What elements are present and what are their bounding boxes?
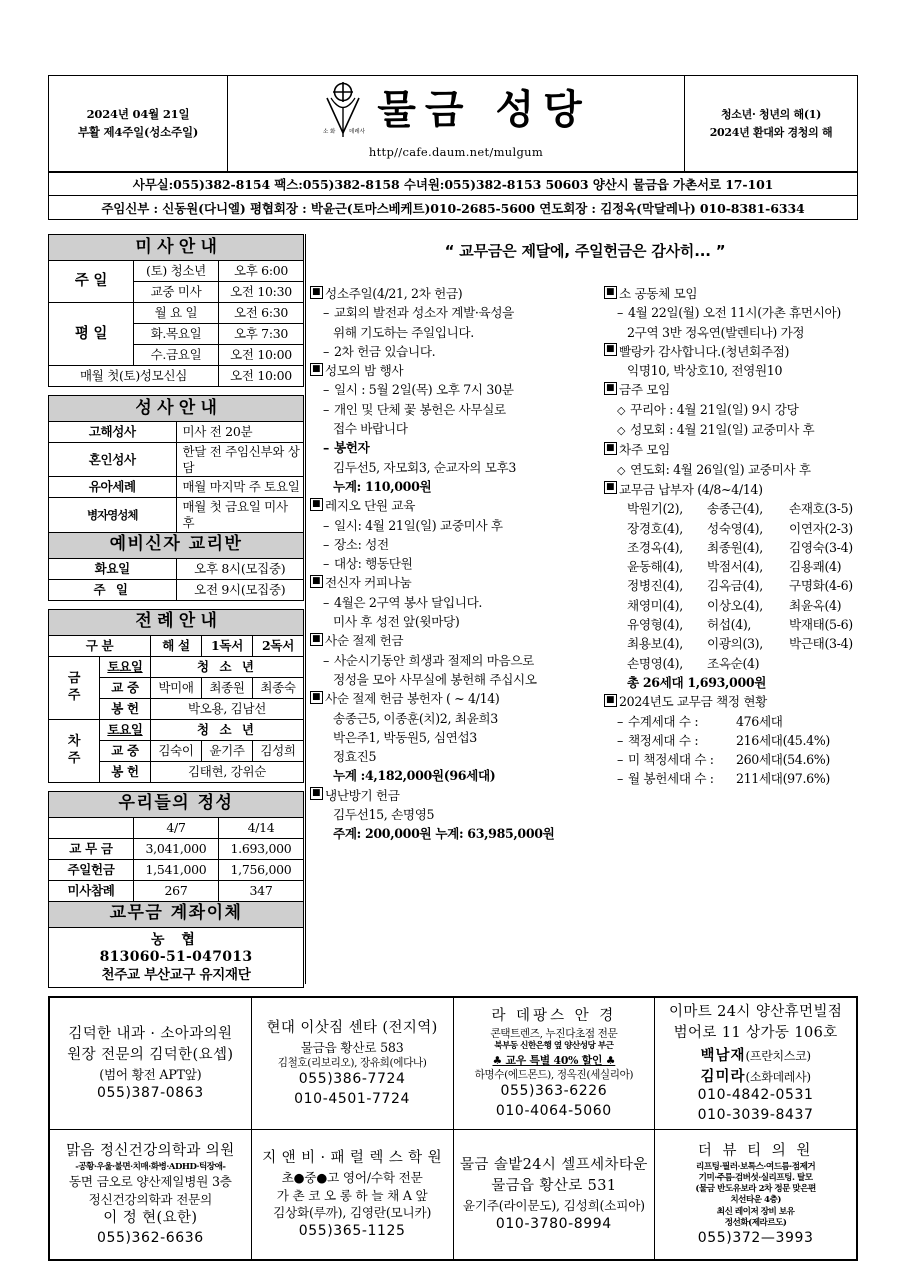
- notice-line: ■ 교무금 납부자 (4/8~4/14): [606, 480, 858, 499]
- transfer-account-block: [49, 927, 304, 988]
- liturgy-header: 구 분: [49, 635, 151, 656]
- ad-text-line: 리프팅·필러·보톡스·여드름·점제거: [696, 1161, 816, 1172]
- ad-gnb-academy[interactable]: [251, 1130, 453, 1260]
- dues-payer-row: [606, 596, 858, 615]
- ad-self-carwash[interactable]: [453, 1130, 655, 1260]
- liturgy-row-label: 봉 헌: [100, 761, 151, 782]
- ad-text-line: 동면 금오로 양산제일병원 3층: [68, 1173, 232, 1189]
- notice-line: 미사 후 성전 앞(윗마당): [333, 614, 460, 630]
- mass-guide-title: 미 사 안 내: [49, 235, 304, 261]
- ad-text-line: 물금읍 황산로 583: [300, 1039, 404, 1055]
- notice-line: – 개인 및 단체 꽃 봉헌은 사무실로: [312, 400, 600, 419]
- headline-quote: “ 교무금은 제달에, 주일헌금은 감사히... ”: [444, 242, 726, 260]
- year-theme: [685, 76, 857, 171]
- masthead-date-line1: 2024년 04월 21일: [86, 107, 190, 122]
- dues-payer-cell: 조옥순(4): [707, 655, 760, 671]
- ad-text-line: 김철호(리보리오), 장유희(에다나): [277, 1057, 427, 1070]
- ad-text-line: 010-4064-5060: [495, 1102, 612, 1119]
- sacrament-label: 유아세례: [49, 477, 177, 498]
- offerings-row-label: 교 무 금: [49, 838, 134, 859]
- dues-payer-cell: 김용쾌(4): [789, 559, 842, 575]
- notices-column-right: [606, 284, 858, 789]
- notices-column-middle: [312, 284, 600, 844]
- ad-text-line: 김미라(소화데레사): [700, 1068, 811, 1086]
- dues-payer-cell: 정병진(4),: [627, 578, 683, 594]
- notice-line: ◇ 꾸리아 : 4월 21일(일) 9시 강당: [606, 400, 858, 420]
- liturgy-group-label: 금 주: [49, 656, 100, 719]
- notice-line: 익명10, 박상호10, 전영원10: [627, 363, 783, 379]
- notice-line: ■ 레지오 단원 교육: [312, 496, 600, 515]
- ad-text-line: 055)365-1125: [298, 1222, 406, 1239]
- ad-text-line: 김상화(루까), 김영란(모니카): [273, 1205, 432, 1221]
- notice-line: ■ 빨랑카 감사합니다.(청년회주점): [606, 342, 858, 361]
- ad-the-beauty-clinic[interactable]: [655, 1130, 857, 1260]
- ad-text-line: 최신 레이저 장비 보유: [716, 1206, 795, 1217]
- ad-text-line: 물금 솔밭24시 셀프세차타운: [460, 1157, 648, 1174]
- notice-line: – 4월 22일(월) 오전 11시(가촌 휴먼시아): [606, 303, 858, 322]
- dues-status-row: [606, 769, 858, 788]
- sacrament-value: 한달 전 주임신부와 상담: [176, 443, 304, 477]
- dues-payer-cell: 박재태(5-6): [789, 617, 853, 633]
- mass-row-name: 수.금요일: [134, 345, 219, 366]
- transfer-org: 천주교 부산교구 유지재단: [101, 966, 251, 983]
- sacrament-value: 매월 첫 금요일 미사 후: [176, 498, 304, 532]
- sacrament-label: 고해성사: [49, 422, 177, 443]
- notice-line: 누계: 110,000원: [333, 478, 432, 494]
- dues-payer-cell: 이상오(4),: [707, 597, 763, 613]
- ad-text-line: 055)387-0863: [96, 1084, 204, 1101]
- notice-line: 접수 바랍니다: [333, 421, 408, 437]
- dues-payer-cell: 최종원(4),: [707, 539, 763, 555]
- dues-payer-cell: 윤동해(4),: [627, 559, 683, 575]
- advertisement-section: [48, 996, 858, 1261]
- dues-status-value: 476세대: [735, 713, 783, 729]
- notice-line: ■ 성소주일(4/21, 2차 헌금): [312, 284, 600, 303]
- offerings-value: 1,541,000: [134, 859, 219, 880]
- liturgy-header: 1독서: [202, 635, 253, 656]
- notice-line: – 4월은 2구역 봉사 달입니다.: [312, 593, 600, 612]
- ad-text-line: 물금읍 황산로 531: [491, 1178, 617, 1195]
- mass-row-time: 오후 6:00: [219, 261, 304, 282]
- dues-payer-cell: 최용보(4),: [627, 636, 683, 652]
- ad-text-line: 055)363-6226: [500, 1082, 608, 1099]
- crest-left-text: 소 화: [323, 129, 336, 135]
- ad-text-line: 라 데팡스 안 경: [491, 1008, 617, 1025]
- liturgy-row-span: 김태현, 강위순: [151, 761, 304, 782]
- notice-line: 김두선15, 손명영5: [333, 807, 435, 823]
- ad-text-line: 055)386-7724: [298, 1071, 406, 1088]
- notice-line: ◇ 성모회 : 4월 21일(일) 교중미사 후: [606, 420, 858, 440]
- mass-row-name: 월 요 일: [134, 303, 219, 324]
- liturgy-guide-table: [48, 609, 304, 783]
- dues-payer-cell: 김옥금(4),: [707, 578, 763, 594]
- liturgy-row-label: 교 중: [100, 677, 151, 698]
- dues-payer-cell: 구명화(4-6): [789, 578, 853, 594]
- dues-payer-row: [606, 538, 858, 557]
- offerings-date: 4/14: [219, 817, 304, 838]
- masthead-date: [49, 76, 228, 171]
- year-theme-line2: 2024년 환대와 경청의 해: [709, 125, 833, 139]
- mass-special-name: 매월 첫(토)성모신심: [49, 366, 219, 387]
- offerings-value: 1,756,000: [219, 859, 304, 880]
- liturgy-guide-title: 전 례 안 내: [49, 609, 304, 635]
- notice-line: ■ 전신자 커피나눔: [312, 573, 600, 592]
- offerings-date: 4/7: [134, 817, 219, 838]
- masthead-center: [228, 76, 685, 171]
- ad-text-line: 김덕한 내과 · 소아과의원: [68, 1025, 233, 1042]
- liturgy-row-label: 토요일: [100, 656, 151, 677]
- dues-total: 총 26세대 1,693,000원: [627, 674, 767, 690]
- catechumen-value: 오전 9시(모집중): [176, 579, 304, 600]
- ad-text-line: 기미·주름·검버섯·실리프팅. 탈모: [698, 1173, 813, 1184]
- church-crest-icon: [321, 81, 365, 139]
- ad-text-line: 현대 이삿짐 센타 (전지역): [266, 1019, 438, 1036]
- notice-line: – 교회의 발전과 성소자 계발·육성을: [312, 303, 600, 322]
- transfer-title: 교무금 계좌이체: [49, 901, 304, 927]
- mass-row-time: 오후 7:30: [219, 324, 304, 345]
- dues-payer-cell: 김영숙(3-4): [789, 539, 853, 555]
- dues-payer-row: [606, 519, 858, 538]
- notice-line: – 2차 헌금 있습니다.: [312, 342, 600, 361]
- liturgy-row-label: 봉 헌: [100, 698, 151, 719]
- liturgy-cell: 윤기주: [202, 740, 253, 761]
- notice-line: – 일시 : 5월 2일(목) 오후 7시 30분: [312, 380, 600, 399]
- notice-line: – 사순시기동안 희생과 절제의 마음으로: [312, 651, 600, 670]
- ad-text-line: 북부동 신한은행 옆 양산성당 부근: [494, 1041, 614, 1052]
- offerings-value: 347: [219, 880, 304, 901]
- ad-text-line: (물금 반도유보라 2차 정문 맞은편: [695, 1184, 816, 1195]
- dues-status-key: – 미 책정세대 수 :: [627, 752, 714, 768]
- notice-line: – 일시: 4월 21일(일) 교중미사 후: [312, 516, 600, 535]
- catechumen-value: 오후 8시(모집중): [176, 558, 304, 579]
- mass-row-name: (토) 청소년: [134, 261, 219, 282]
- ad-text-line: 맑음 정신건강의학과 의원: [66, 1142, 235, 1159]
- year-theme-line1: 청소년· 청년의 해(1): [720, 108, 822, 122]
- dues-payer-cell: 조경옥(4),: [627, 539, 683, 555]
- ad-text-line: 더 뷰 티 의 원: [697, 1142, 814, 1159]
- ad-text-line: 윤기주(라이문도), 김성희(소피아): [462, 1198, 645, 1214]
- sidebar: [48, 234, 304, 988]
- dues-status-value: 260세대(54.6%): [735, 752, 830, 768]
- ad-text-line: 정신건강의학과 전문의: [88, 1191, 213, 1207]
- liturgy-row-label: 교 중: [100, 740, 151, 761]
- ad-hyundai-moving[interactable]: [251, 998, 453, 1130]
- mass-guide-table: [48, 234, 304, 387]
- notice-line: ◇ 연도회: 4월 26일(일) 교중미사 후: [606, 460, 858, 480]
- dues-payer-cell: 손명영(4),: [627, 655, 683, 671]
- transfer-bank: 농 협: [151, 931, 201, 948]
- dues-payer-cell: 유영형(4),: [627, 617, 683, 633]
- dues-payer-cell: 송종근(4),: [707, 501, 763, 517]
- mass-row-time: 오전 10:00: [219, 345, 304, 366]
- liturgy-row-label: 토요일: [100, 719, 151, 740]
- notice-line: ■ 냉난방기 헌금: [312, 786, 600, 805]
- dues-status-value: 216세대(45.4%): [735, 732, 830, 748]
- column-divider: [305, 234, 306, 984]
- dues-payer-cell: 허섭(4),: [707, 617, 752, 633]
- notice-line: 김두선5, 자모회3, 순교자의 모후3: [333, 459, 517, 475]
- ad-text-line: 010-3780-8994: [495, 1215, 612, 1232]
- mass-sunday-label: 주 일: [49, 261, 134, 303]
- notice-line: ■ 사순 절제 헌금 봉헌자 ( ~ 4/14): [312, 689, 600, 708]
- dues-payer-cell: 채영미(4),: [627, 597, 683, 613]
- offerings-table: [48, 791, 304, 989]
- notice-line: – 대상: 행동단원: [312, 554, 600, 573]
- liturgy-cell: 김숙이: [151, 740, 202, 761]
- ad-row: [50, 1130, 857, 1260]
- offerings-value: 3,041,000: [134, 838, 219, 859]
- catechumen-title: 예비신자 교리반: [49, 532, 304, 558]
- dues-payer-cell: 이연자(2-3): [789, 520, 853, 536]
- offerings-title: 우리들의 정성: [49, 791, 304, 817]
- liturgy-header: 2독서: [253, 635, 304, 656]
- notice-line: 송종근5, 이종훈(치)2, 최윤희3: [333, 710, 498, 726]
- dues-payer-row: [606, 557, 858, 576]
- ad-text-line: 가 촌 코 오 롱 하 늘 채 A 앞: [276, 1187, 428, 1203]
- notice-line: 위해 기도하는 주일입니다.: [333, 324, 474, 340]
- dues-payer-row: [606, 576, 858, 595]
- masthead-date-line2: 부활 제4주일(성소주일): [77, 124, 199, 139]
- notice-line: ■ 금주 모임: [606, 380, 858, 399]
- office-contact-strip: 사무실:055)382-8154 팩스:055)382-8158 수녀원:055)382-8153 50603 양산시 물금읍 가촌서로 17-101: [48, 172, 858, 196]
- dues-payer-cell: 손재호(3-5): [789, 501, 853, 517]
- ad-row: [50, 998, 857, 1130]
- dues-payer-cell: 최윤옥(4): [789, 597, 842, 613]
- dues-payer-cell: 박원기(2),: [627, 501, 683, 517]
- mass-row-time: 오전 6:30: [219, 303, 304, 324]
- dues-status-row: [606, 712, 858, 731]
- dues-payer-row: [606, 499, 858, 518]
- liturgy-group-label: 차 주: [49, 719, 100, 782]
- sacrament-label: 병자영성체: [49, 498, 177, 532]
- ad-maleum-psychiatry[interactable]: [50, 1130, 252, 1260]
- notice-line: – 봉헌자: [312, 438, 600, 457]
- transfer-account-number: 813060-51-047013: [99, 949, 253, 965]
- mass-row-time: 오전 10:30: [219, 282, 304, 303]
- ad-la-defense-optical[interactable]: [453, 998, 655, 1130]
- offerings-value: 267: [134, 880, 219, 901]
- ad-text-line: 범어로 11 상가동 106호: [673, 1025, 838, 1042]
- dues-status-key: – 월 봉헌세대 수 :: [627, 771, 714, 787]
- liturgy-header: 해 설: [151, 635, 202, 656]
- sacrament-guide-table: [48, 395, 304, 601]
- ad-text-line: 이 정 현(요한): [103, 1210, 198, 1227]
- dues-payer-cell: 이광의(3),: [707, 636, 763, 652]
- ad-text-line: 정선화(제라르도): [724, 1217, 787, 1228]
- ad-text-line: (범어 황전 APT앞): [99, 1067, 202, 1083]
- notice-line: 정성을 모아 사무실에 봉헌해 주십시오: [333, 671, 537, 687]
- ad-text-line: 055)362-6636: [96, 1230, 204, 1247]
- ad-text-line: 초●중●고 영어/수학 전문: [281, 1169, 423, 1185]
- dues-payer-cell: 박근태(3-4): [789, 636, 853, 652]
- mass-weekday-label: 평 일: [49, 303, 134, 366]
- notice-line: 정효진5: [333, 749, 377, 765]
- dues-payer-row: [606, 654, 858, 673]
- sacrament-label: 혼인성사: [49, 443, 177, 477]
- ad-text-line: 원장 전문의 김덕한(요셉): [67, 1047, 234, 1063]
- ad-text-line: 010-4501-7724: [294, 1091, 411, 1108]
- dues-payer-row: [606, 615, 858, 634]
- cafe-url[interactable]: http//cafe.daum.net/mulgum: [368, 145, 544, 159]
- dues-payer-row: [606, 634, 858, 653]
- liturgy-row-span: 청 소 년: [151, 656, 304, 677]
- ad-text-line: 지 앤 비 · 패 럴 렉 스 학 원: [262, 1149, 442, 1166]
- notice-line: – 장소: 성전: [312, 535, 600, 554]
- sacrament-guide-title: 성 사 안 내: [49, 396, 304, 422]
- staff-contact-strip: 주임신부 : 신동원(다니엘) 평협회장 : 박윤근(토마스베케트)010-2685-5600 연도회장 : 김정옥(막달레나) 010-8381-6334: [48, 196, 858, 220]
- dues-status-key: – 책정세대 수 :: [627, 732, 699, 748]
- ad-text-line: 콘택트렌즈, 누진다초점 전문: [490, 1028, 618, 1041]
- crest-right-text: 데레사: [349, 129, 366, 135]
- mass-row-name: 교중 미사: [134, 282, 219, 303]
- dues-payer-cell: 박점서(4),: [707, 559, 763, 575]
- liturgy-cell: 박미애: [151, 677, 202, 698]
- ad-text-line: -공황·우울·불면·치매·화병·ADHD·틱장애-: [75, 1161, 226, 1172]
- catechumen-label: 주 일: [49, 579, 177, 600]
- notice-line: ■ 차주 모임: [606, 440, 858, 459]
- sacrament-value: 매월 마지막 주 토요일: [176, 477, 304, 498]
- masthead: [48, 75, 858, 172]
- mass-row-name: 화.목요일: [134, 324, 219, 345]
- ad-text-line: 하명수(에드몬드), 정옥진(세실리아): [474, 1068, 634, 1081]
- dues-status-value: 211세대(97.6%): [735, 771, 830, 787]
- dues-status-row: [606, 750, 858, 769]
- ad-text-line: 010-3039-8437: [697, 1106, 814, 1123]
- notice-line: 누계 :4,182,000원(96세대): [333, 768, 496, 784]
- dues-payer-cell: 장경호(4),: [627, 520, 683, 536]
- liturgy-cell: 최종숙: [253, 677, 304, 698]
- notice-line: ■ 사순 절제 헌금: [312, 631, 600, 650]
- ad-text-line: ♣ 교우 특별 40% 할인 ♣: [492, 1053, 616, 1067]
- ad-text-line: 010-4842-0531: [697, 1087, 814, 1104]
- ad-text-line: 백남재(프란치스코): [700, 1047, 811, 1065]
- liturgy-cell: 김성희: [253, 740, 304, 761]
- notice-line: 박은주1, 박동원5, 심연섭3: [333, 729, 477, 745]
- dues-payer-cell: 성숙영(4),: [707, 520, 763, 536]
- mass-special-time: 오전 10:00: [219, 366, 304, 387]
- ad-text-line: 이마트 24시 양산휴먼빌점: [668, 1004, 843, 1020]
- dues-status-key: – 수계세대 수 :: [627, 713, 699, 729]
- ad-text-line: 치선타운 4층): [730, 1195, 781, 1206]
- dues-status-row: [606, 731, 858, 750]
- liturgy-cell: 최종원: [202, 677, 253, 698]
- ad-text-line: 055)372—3993: [697, 1229, 814, 1246]
- notice-line: 주계: 200,000원 누계: 63,985,000원: [333, 826, 555, 842]
- ad-kim-deokhan-clinic[interactable]: [50, 998, 252, 1130]
- sacrament-value: 미사 전 20분: [176, 422, 304, 443]
- dues-status-title: ■ 2024년도 교무금 책정 현황: [606, 692, 858, 711]
- offerings-corner: [49, 817, 134, 838]
- liturgy-row-span: 청 소 년: [151, 719, 304, 740]
- notice-line: 2구역 3반 정옥연(발렌티나) 가정: [627, 324, 805, 340]
- offerings-value: 1.693,000: [219, 838, 304, 859]
- notice-line: ■ 성모의 밤 행사: [312, 361, 600, 380]
- offerings-row-label: 미사참례: [49, 880, 134, 901]
- offerings-row-label: 주일헌금: [49, 859, 134, 880]
- liturgy-row-span: 박오용, 김남선: [151, 698, 304, 719]
- ad-emart24[interactable]: [655, 998, 857, 1130]
- catechumen-label: 화요일: [49, 558, 177, 579]
- page-title: 물금 성당: [377, 87, 591, 133]
- notice-line: ■ 소 공동체 모임: [606, 284, 858, 303]
